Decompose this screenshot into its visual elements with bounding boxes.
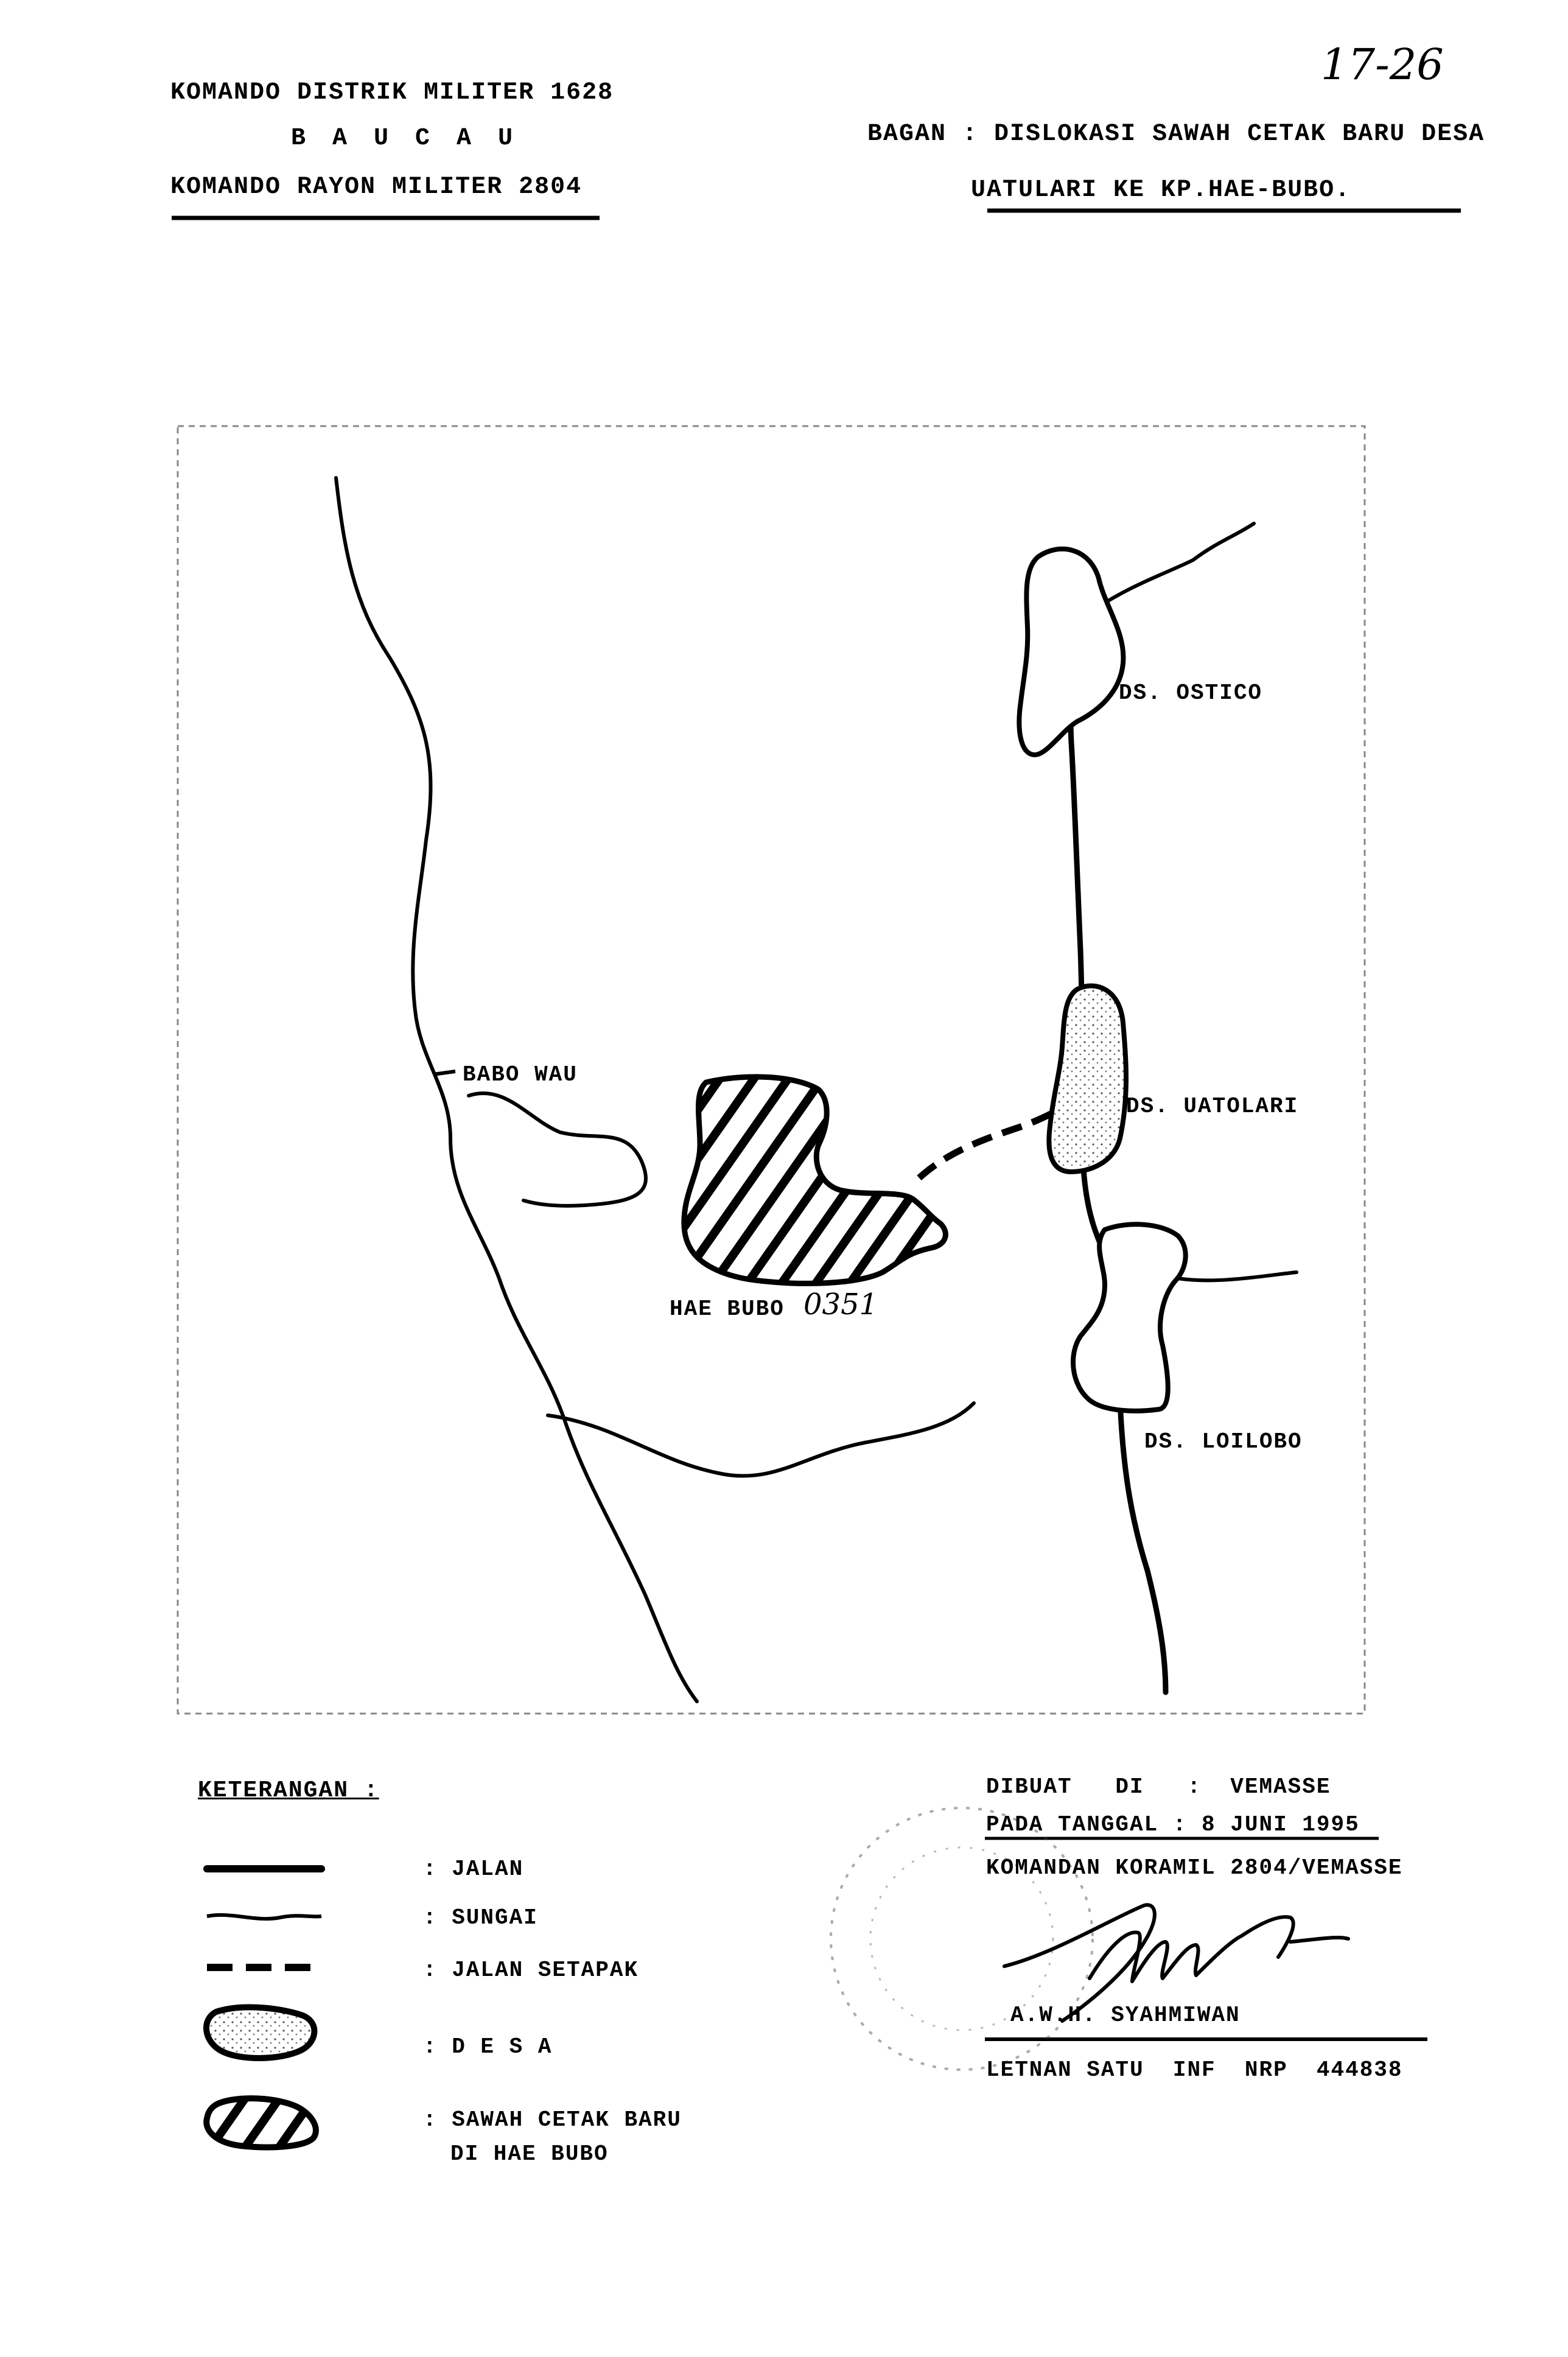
village-ostico: [1019, 549, 1123, 755]
date-line: PADA TANGGAL : 8 JUNI 1995: [986, 1812, 1360, 1837]
legend-village-label: : D E S A: [423, 2034, 553, 2059]
made-at: DIBUAT DI : VEMASSE: [986, 1774, 1331, 1799]
official-stamp: [831, 1808, 1093, 2070]
river-west: [336, 478, 697, 1701]
legend-ricefield-label: : SAWAH CETAK BARU: [423, 2107, 682, 2132]
river-branch: [548, 1403, 974, 1476]
label-ds-ostico: DS. OSTICO: [1119, 681, 1263, 706]
header-right-line2: UATULARI KE KP.HAE-BUBO.: [971, 177, 1351, 204]
label-ds-uatolari: DS. UATOLARI: [1126, 1094, 1299, 1119]
commander-rank: LETNAN SATU INF NRP 444838: [986, 2058, 1403, 2082]
river-north-east: [1096, 524, 1254, 609]
legend-river-label: : SUNGAI: [423, 1905, 538, 1930]
label-ds-loilobo: DS. LOILOBO: [1144, 1429, 1303, 1454]
label-hae-bubo-code: 0351: [803, 1287, 878, 1322]
commander-role: KOMANDAN KORAMIL 2804/VEMASSE: [986, 1855, 1403, 1880]
legend-ricefield-symbol: [206, 2098, 316, 2147]
legend-road-label: : JALAN: [423, 1857, 524, 1882]
label-babo-wau: BABO WAU: [463, 1062, 578, 1087]
label-hae-bubo: HAE BUBO: [670, 1297, 785, 1322]
header-left-line1: KOMANDO DISTRIK MILITER 1628: [170, 79, 614, 107]
village-loilobo: [1073, 1224, 1186, 1410]
page-number: 17-26: [1321, 40, 1444, 89]
header-right-line1: BAGAN : DISLOKASI SAWAH CETAK BARU DESA: [867, 121, 1485, 148]
village-uatolari: [1049, 986, 1126, 1172]
legend-river-symbol: [207, 1915, 321, 1919]
map-frame: [178, 426, 1365, 1714]
legend-title: KETERANGAN :: [198, 1777, 379, 1804]
ricefield-hae-bubo: [684, 1077, 946, 1283]
legend-footpath-label: : JALAN SETAPAK: [423, 1958, 639, 1983]
header-left-line3: KOMANDO RAYON MILITER 2804: [170, 173, 583, 201]
header-left-line2: B A U C A U: [291, 125, 519, 152]
river-loilobo-east: [1178, 1272, 1297, 1280]
commander-name: A.W.H. SYAHMIWAN: [1010, 2003, 1241, 2028]
river-babo-wau: [469, 1093, 646, 1206]
legend-village-symbol: [206, 2007, 314, 2058]
babo-wau-marker: [433, 1071, 455, 1074]
legend-ricefield-label2: DI HAE BUBO: [450, 2142, 609, 2166]
